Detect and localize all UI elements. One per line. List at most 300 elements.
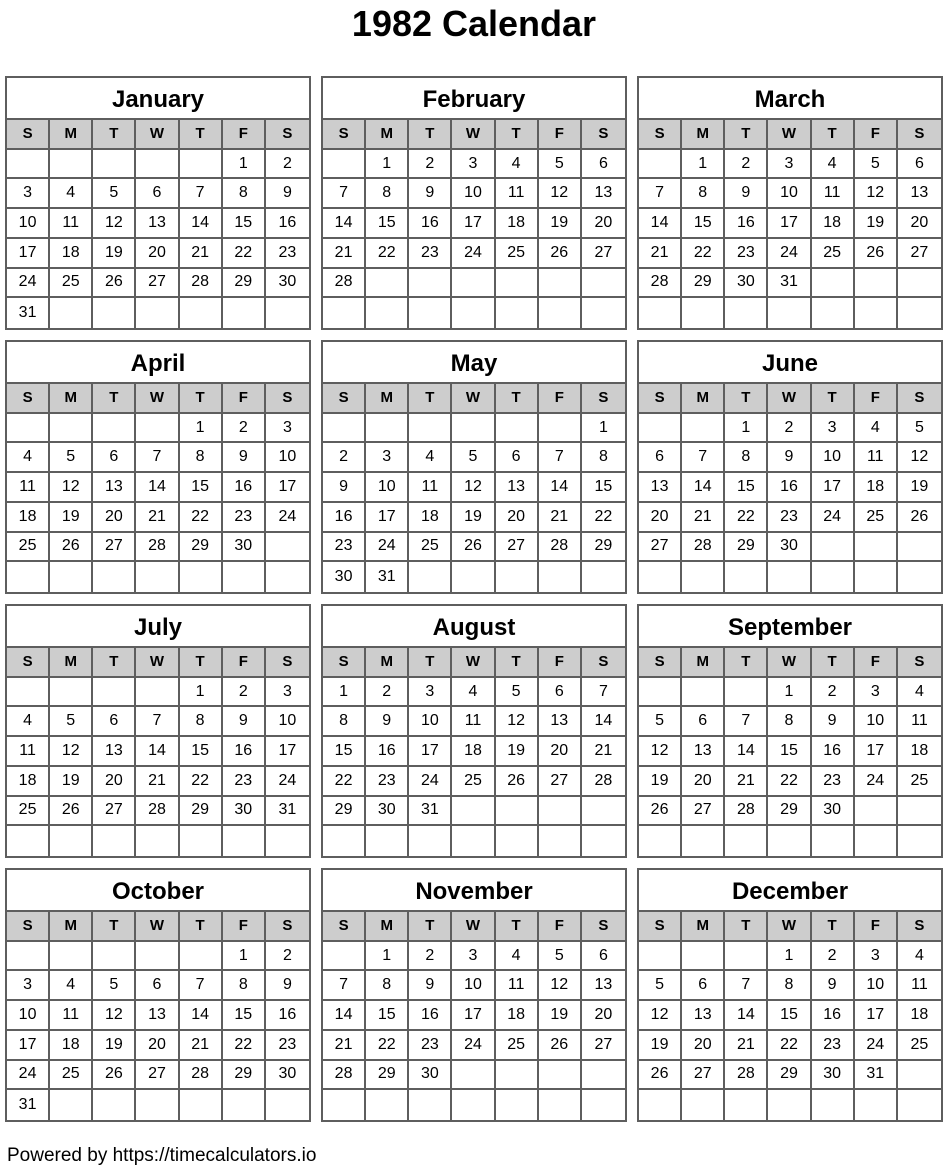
weekday-header: T [725,120,768,150]
empty-cell [409,562,452,592]
day-cell: 27 [582,1031,625,1061]
day-cell: 13 [136,1001,179,1031]
empty-cell [855,269,898,299]
day-cell: 12 [539,179,582,209]
day-cell: 27 [496,533,539,563]
day-cell: 24 [812,503,855,533]
empty-cell [682,942,725,972]
day-cell: 26 [50,533,93,563]
day-cell: 27 [93,533,136,563]
day-cell: 6 [93,707,136,737]
weekday-header: S [639,384,682,414]
day-cell: 25 [50,1061,93,1091]
day-cell: 21 [136,503,179,533]
day-cell: 1 [323,678,366,708]
day-cell: 23 [812,1031,855,1061]
day-cell: 13 [682,1001,725,1031]
day-cell: 21 [180,1031,223,1061]
day-cell: 29 [682,269,725,299]
month-june [637,340,943,594]
day-cell: 25 [855,503,898,533]
day-cell: 19 [539,1001,582,1031]
day-cell: 3 [855,942,898,972]
month-name: December [639,870,941,912]
weekday-header: W [452,648,495,678]
day-cell: 21 [725,767,768,797]
day-cell: 27 [539,767,582,797]
month-february [321,76,627,330]
day-cell: 28 [180,269,223,299]
day-cell: 30 [768,533,811,563]
day-cell: 5 [855,150,898,180]
weekday-header: F [539,648,582,678]
day-cell: 10 [266,707,309,737]
day-cell: 14 [725,1001,768,1031]
empty-cell [266,298,309,328]
empty-cell [725,942,768,972]
day-cell: 7 [582,678,625,708]
day-cell: 8 [582,443,625,473]
empty-cell [496,826,539,856]
empty-cell [180,562,223,592]
weekday-header: M [682,648,725,678]
empty-cell [898,269,941,299]
empty-cell [639,678,682,708]
day-grid [7,648,309,856]
empty-cell [725,1090,768,1120]
month-august [321,604,627,858]
weekday-header: T [409,120,452,150]
empty-cell [136,826,179,856]
empty-cell [768,826,811,856]
weekday-header: T [180,648,223,678]
day-cell: 7 [725,707,768,737]
month-name: July [7,606,309,648]
day-cell: 5 [452,443,495,473]
day-cell: 1 [180,414,223,444]
empty-cell [223,298,266,328]
month-name: May [323,342,625,384]
day-cell: 22 [582,503,625,533]
empty-cell [50,826,93,856]
day-cell: 13 [93,473,136,503]
day-cell: 12 [452,473,495,503]
day-cell: 31 [768,269,811,299]
month-july [5,604,311,858]
day-cell: 13 [582,179,625,209]
day-cell: 1 [366,150,409,180]
empty-cell [93,826,136,856]
day-cell: 18 [855,473,898,503]
day-cell: 12 [93,1001,136,1031]
weekday-header: S [639,648,682,678]
day-cell: 17 [366,503,409,533]
weekday-header: W [768,120,811,150]
weekday-header: M [366,648,409,678]
day-cell: 22 [725,503,768,533]
weekday-header: M [682,120,725,150]
month-name: October [7,870,309,912]
empty-cell [366,414,409,444]
day-cell: 11 [496,179,539,209]
day-cell: 24 [855,1031,898,1061]
day-cell: 8 [768,971,811,1001]
empty-cell [898,797,941,827]
day-cell: 25 [496,239,539,269]
day-cell: 6 [539,678,582,708]
month-december [637,868,943,1122]
day-cell: 29 [366,1061,409,1091]
weekday-header: F [223,120,266,150]
weekday-header: F [223,648,266,678]
day-cell: 9 [409,179,452,209]
day-cell: 19 [50,767,93,797]
calendar-grid [5,76,943,1122]
empty-cell [452,298,495,328]
day-cell: 12 [539,971,582,1001]
day-cell: 17 [7,1031,50,1061]
empty-cell [223,826,266,856]
month-november [321,868,627,1122]
day-cell: 22 [180,767,223,797]
day-cell: 23 [266,1031,309,1061]
weekday-header: W [136,912,179,942]
empty-cell [452,562,495,592]
empty-cell [855,797,898,827]
empty-cell [50,678,93,708]
day-cell: 4 [496,150,539,180]
empty-cell [496,414,539,444]
day-cell: 12 [496,707,539,737]
day-cell: 22 [223,1031,266,1061]
day-cell: 11 [409,473,452,503]
day-cell: 14 [323,1001,366,1031]
weekday-header: S [323,120,366,150]
day-cell: 4 [898,942,941,972]
day-cell: 25 [898,1031,941,1061]
weekday-header: T [725,648,768,678]
day-cell: 20 [639,503,682,533]
empty-cell [898,562,941,592]
empty-cell [266,1090,309,1120]
day-cell: 1 [725,414,768,444]
day-cell: 12 [639,1001,682,1031]
day-cell: 21 [180,239,223,269]
day-cell: 25 [50,269,93,299]
empty-cell [725,298,768,328]
day-cell: 14 [180,209,223,239]
day-cell: 27 [582,239,625,269]
empty-cell [266,562,309,592]
day-cell: 20 [136,1031,179,1061]
empty-cell [266,826,309,856]
day-cell: 26 [50,797,93,827]
month-march [637,76,943,330]
day-cell: 18 [898,737,941,767]
day-cell: 13 [496,473,539,503]
day-cell: 20 [898,209,941,239]
day-cell: 30 [223,533,266,563]
day-cell: 6 [93,443,136,473]
weekday-header: F [855,120,898,150]
empty-cell [539,826,582,856]
weekday-header: S [7,120,50,150]
day-cell: 17 [266,737,309,767]
day-cell: 1 [768,942,811,972]
empty-cell [639,414,682,444]
month-name: January [7,78,309,120]
weekday-header: W [136,648,179,678]
empty-cell [539,562,582,592]
day-cell: 28 [682,533,725,563]
day-cell: 23 [366,767,409,797]
empty-cell [323,1090,366,1120]
empty-cell [812,562,855,592]
day-cell: 5 [539,150,582,180]
day-cell: 14 [582,707,625,737]
empty-cell [7,678,50,708]
day-cell: 22 [366,239,409,269]
empty-cell [682,1090,725,1120]
weekday-header: S [898,384,941,414]
empty-cell [898,1061,941,1091]
empty-cell [639,298,682,328]
day-cell: 9 [223,707,266,737]
empty-cell [855,298,898,328]
month-name: November [323,870,625,912]
day-cell: 28 [582,767,625,797]
day-cell: 8 [768,707,811,737]
day-cell: 23 [409,239,452,269]
day-cell: 5 [539,942,582,972]
day-cell: 23 [409,1031,452,1061]
day-cell: 23 [812,767,855,797]
day-cell: 2 [409,150,452,180]
day-cell: 15 [366,1001,409,1031]
day-cell: 4 [409,443,452,473]
day-cell: 19 [898,473,941,503]
empty-cell [582,826,625,856]
day-cell: 5 [93,971,136,1001]
day-cell: 14 [180,1001,223,1031]
empty-cell [136,298,179,328]
empty-cell [496,269,539,299]
weekday-header: T [409,912,452,942]
day-cell: 7 [136,443,179,473]
day-cell: 21 [725,1031,768,1061]
day-cell: 11 [7,737,50,767]
day-cell: 20 [93,503,136,533]
day-cell: 17 [452,1001,495,1031]
day-cell: 31 [7,298,50,328]
day-cell: 4 [50,971,93,1001]
weekday-header: S [323,384,366,414]
day-cell: 17 [452,209,495,239]
empty-cell [50,414,93,444]
day-cell: 2 [409,942,452,972]
day-cell: 21 [136,767,179,797]
empty-cell [323,942,366,972]
month-october [5,868,311,1122]
day-cell: 14 [323,209,366,239]
day-cell: 30 [725,269,768,299]
day-cell: 17 [855,737,898,767]
weekday-header: T [93,384,136,414]
day-cell: 15 [223,1001,266,1031]
day-cell: 29 [180,533,223,563]
weekday-header: S [582,384,625,414]
empty-cell [812,298,855,328]
day-cell: 25 [452,767,495,797]
empty-cell [180,942,223,972]
empty-cell [93,298,136,328]
weekday-header: T [496,384,539,414]
day-cell: 16 [409,1001,452,1031]
day-grid [639,648,941,856]
day-cell: 13 [682,737,725,767]
day-cell: 26 [539,239,582,269]
day-cell: 18 [898,1001,941,1031]
day-cell: 11 [50,209,93,239]
empty-cell [366,826,409,856]
day-cell: 26 [855,239,898,269]
empty-cell [768,562,811,592]
weekday-header: F [539,120,582,150]
day-cell: 7 [323,971,366,1001]
empty-cell [682,678,725,708]
day-cell: 4 [452,678,495,708]
weekday-header: S [639,120,682,150]
day-cell: 30 [323,562,366,592]
day-cell: 27 [682,1061,725,1091]
day-cell: 9 [266,179,309,209]
day-cell: 19 [539,209,582,239]
weekday-header: T [180,120,223,150]
empty-cell [539,797,582,827]
day-cell: 7 [136,707,179,737]
day-cell: 2 [768,414,811,444]
day-cell: 24 [409,767,452,797]
weekday-header: S [639,912,682,942]
day-cell: 11 [50,1001,93,1031]
day-cell: 24 [266,767,309,797]
day-cell: 19 [50,503,93,533]
empty-cell [409,269,452,299]
empty-cell [93,942,136,972]
day-cell: 14 [136,473,179,503]
weekday-header: W [768,384,811,414]
day-cell: 17 [7,239,50,269]
day-cell: 27 [639,533,682,563]
day-cell: 26 [639,797,682,827]
empty-cell [496,562,539,592]
day-cell: 2 [266,942,309,972]
empty-cell [639,942,682,972]
day-cell: 13 [93,737,136,767]
empty-cell [855,533,898,563]
day-cell: 28 [323,269,366,299]
day-cell: 3 [452,942,495,972]
weekday-header: F [539,912,582,942]
day-cell: 25 [7,533,50,563]
day-cell: 18 [812,209,855,239]
day-cell: 27 [93,797,136,827]
weekday-header: T [812,120,855,150]
empty-cell [452,797,495,827]
day-cell: 12 [855,179,898,209]
day-grid [639,384,941,592]
empty-cell [50,562,93,592]
day-cell: 22 [180,503,223,533]
day-cell: 20 [539,737,582,767]
day-cell: 22 [768,1031,811,1061]
empty-cell [768,298,811,328]
empty-cell [898,298,941,328]
day-cell: 24 [7,269,50,299]
day-cell: 3 [7,971,50,1001]
day-cell: 6 [496,443,539,473]
empty-cell [136,942,179,972]
day-cell: 10 [855,707,898,737]
month-name: August [323,606,625,648]
day-cell: 1 [180,678,223,708]
day-cell: 4 [7,707,50,737]
day-cell: 5 [93,179,136,209]
day-cell: 7 [539,443,582,473]
day-cell: 30 [223,797,266,827]
day-cell: 20 [496,503,539,533]
empty-cell [539,298,582,328]
day-cell: 19 [93,1031,136,1061]
day-cell: 6 [582,150,625,180]
empty-cell [582,1061,625,1091]
day-cell: 10 [7,1001,50,1031]
empty-cell [323,298,366,328]
day-cell: 31 [409,797,452,827]
weekday-header: S [582,912,625,942]
day-cell: 9 [812,707,855,737]
day-cell: 16 [725,209,768,239]
day-cell: 27 [136,1061,179,1091]
empty-cell [323,826,366,856]
day-cell: 28 [180,1061,223,1091]
weekday-header: F [855,648,898,678]
day-cell: 4 [496,942,539,972]
day-grid [7,120,309,328]
day-cell: 23 [725,239,768,269]
weekday-header: T [180,384,223,414]
day-cell: 13 [539,707,582,737]
day-cell: 29 [223,269,266,299]
weekday-header: W [136,384,179,414]
weekday-header: S [582,648,625,678]
weekday-header: W [136,120,179,150]
day-cell: 2 [812,678,855,708]
weekday-header: T [496,120,539,150]
weekday-header: W [768,912,811,942]
day-cell: 17 [855,1001,898,1031]
empty-cell [7,414,50,444]
weekday-header: F [855,912,898,942]
day-cell: 21 [582,737,625,767]
weekday-header: F [855,384,898,414]
day-cell: 10 [452,971,495,1001]
empty-cell [7,150,50,180]
day-cell: 22 [768,767,811,797]
day-cell: 9 [725,179,768,209]
empty-cell [812,826,855,856]
empty-cell [539,1090,582,1120]
